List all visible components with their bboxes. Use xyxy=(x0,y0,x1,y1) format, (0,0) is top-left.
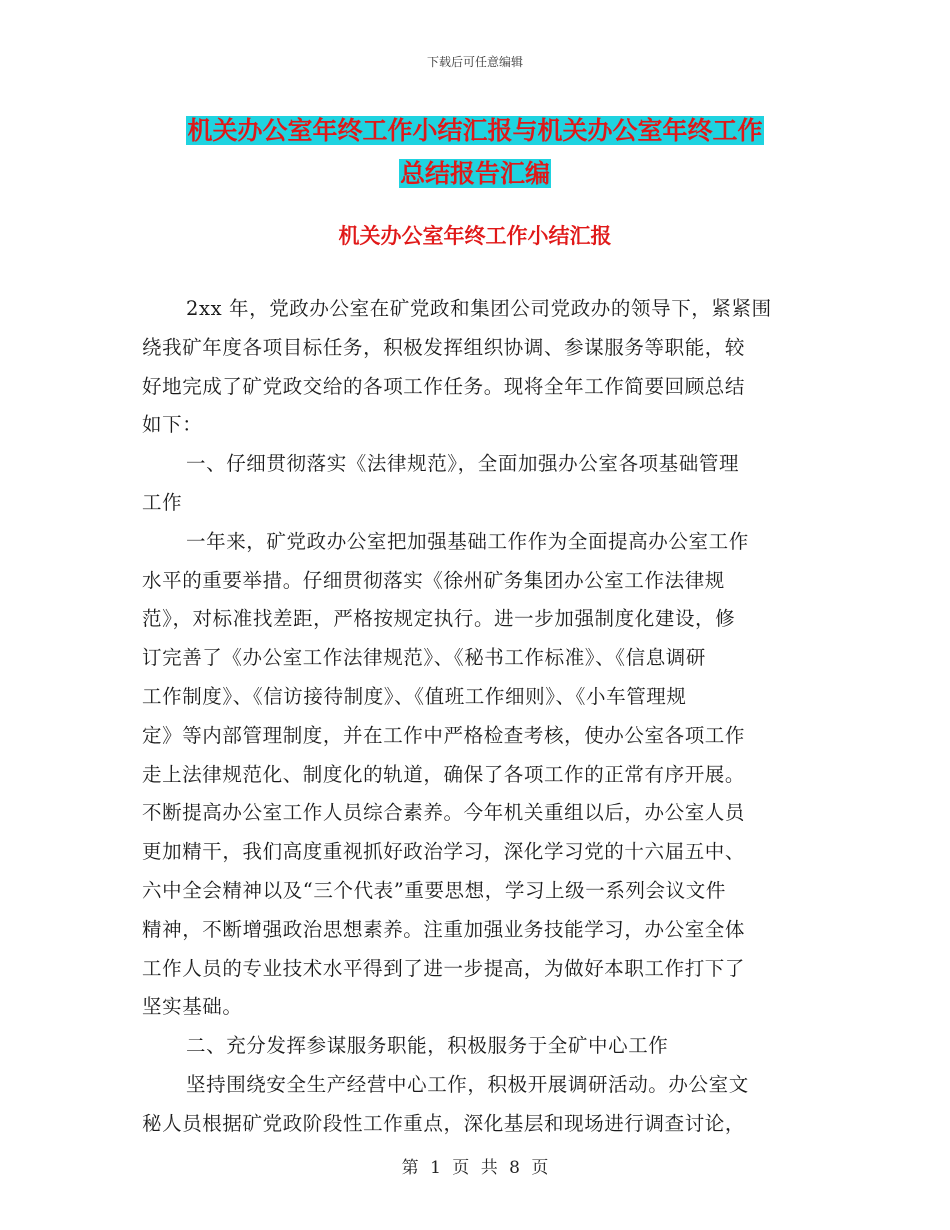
body-line: 工作人员的专业技术水平得到了进一步提高，为做好本职工作打下了 xyxy=(142,956,746,980)
body-line: 如下： xyxy=(142,413,203,437)
body-line: 好地完成了矿党政交给的各项工作任务。现将全年工作简要回顾总结 xyxy=(142,374,746,398)
body-text xyxy=(142,290,822,1144)
body-line: 坚持围绕安全生产经营中心工作，积极开展调研活动。办公室文 xyxy=(186,1072,749,1096)
body-line: 一、仔细贯彻落实《法律规范》，全面加强办公室各项基础管理 xyxy=(186,452,740,476)
body-line: 坚实基础。 xyxy=(142,995,243,1019)
section-title: 机关办公室年终工作小结汇报 xyxy=(338,224,612,248)
body-line: 工作 xyxy=(142,490,183,514)
body-line: 一年来，矿党政办公室把加强基础工作作为全面提高办公室工作 xyxy=(186,529,749,553)
body-line: 更加精干，我们高度重视抓好政治学习，深化学习党的十六届五中、 xyxy=(142,840,746,864)
body-line: 不断提高办公室工作人员综合素养。今年机关重组以后，办公室人员 xyxy=(142,801,746,825)
body-line: 二、充分发挥参谋服务职能，积极服务于全矿中心工作 xyxy=(186,1034,669,1058)
body-line: 精神，不断增强政治思想素养。注重加强业务技能学习，办公室全体 xyxy=(142,917,746,941)
page-number-footer: 第 1 页 共 8 页 xyxy=(401,1158,549,1178)
document-title-line-1 xyxy=(0,114,950,148)
header-note: 下载后可任意编辑 xyxy=(426,55,523,69)
body-line: 秘人员根据矿党政阶段性工作重点，深化基层和现场进行调查讨论， xyxy=(142,1111,746,1135)
body-line: 工作制度》、《信访接待制度》、《值班工作细则》、《小车管理规 xyxy=(142,684,687,708)
body-line: 定》等内部管理制度，并在工作中严格检查考核，使办公室各项工作 xyxy=(142,723,746,747)
title-highlight: 机关办公室年终工作小结汇报与机关办公室年终工作 xyxy=(187,116,763,145)
body-line: 绕我矿年度各项目标任务，积极发挥组织协调、参谋服务等职能，较 xyxy=(142,335,746,359)
body-line: 订完善了《办公室工作法律规范》、《秘书工作标准》、《信息调研 xyxy=(142,646,707,670)
body-line: 水平的重要举措。仔细贯彻落实《徐州矿务集团办公室工作法律规 xyxy=(142,568,725,592)
body-line: 走上法律规范化、制度化的轨道，确保了各项工作的正常有序开展。 xyxy=(142,762,746,786)
body-line: 2xx 年，党政办公室在矿党政和集团公司党政办的领导下，紧紧围 xyxy=(186,297,772,320)
body-line: 范》，对标准找差距，严格按规定执行。进一步加强制度化建设，修 xyxy=(142,607,736,631)
title-highlight: 总结报告汇编 xyxy=(399,159,550,188)
document-title-line-2 xyxy=(0,157,950,191)
body-line: 六中全会精神以及“三个代表”重要思想，学习上级一系列会议文件 xyxy=(142,878,726,902)
